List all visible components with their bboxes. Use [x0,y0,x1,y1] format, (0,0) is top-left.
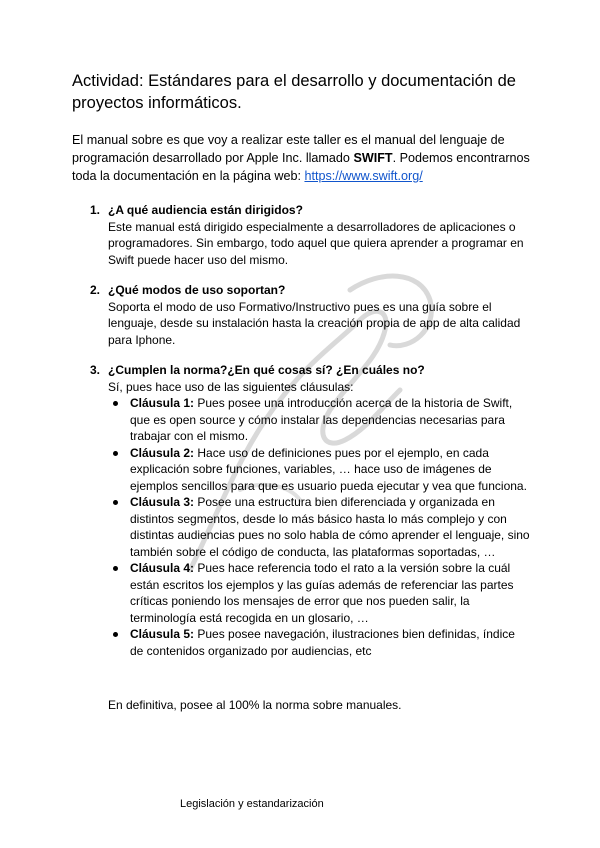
clause-text: Pues posee navegación, ilustraciones bien definidas, índice de contenidos organizado por audiencias, etc [130,627,515,658]
question-heading: ¿Cumplen la norma?¿En qué cosas sí? ¿En cuáles no? [108,363,425,377]
page-footer: Legislación y estandarización [180,798,324,810]
question-number: 2. [90,283,101,297]
question-answer: Soporta el modo de uso Formativo/Instructivo pues es una guía sobre el lenguaje, desde su instalación hasta la creación propia de app de alta calidad para Iphone. [108,299,521,347]
intro-bold-swift: SWIFT [353,151,393,165]
clause-text: Hace uso de definiciones pues por el ejemplo, en cada explicación sobre funciones, variables, … hace uso de imágenes de ejemplos sencillos para que es usuario pueda ejecutar y vea que funciona. [130,445,527,493]
bullet-icon [113,500,118,505]
clause-text: Posee una estructura bien diferenciada y organizada en distintos segmentos, desde lo más básico hasta lo más complejo y con distintas audiencias pues no solo habla de cómo aprender el lenguaje, sino también sobre el código de conducta, las plataformas soportadas, … [130,495,530,559]
question-heading: ¿Qué modos de uso soportan? [108,283,286,297]
list-item [90,560,530,626]
bullet-icon [113,632,118,637]
clause-label: Cláusula 1: [130,396,195,410]
intro-text-2: . Podemos encontrarnos toda la documentación en la página web: [72,151,530,183]
question-number: 1. [90,203,101,217]
bullet-icon [113,451,118,456]
question-number: 3. [90,363,101,377]
list-item [90,626,530,659]
list-item [90,445,530,495]
intro-text-1: El manual sobre es que voy a realizar este taller es el manual del lenguaje de programación desarrollado por Apple Inc. llamado [72,133,505,165]
clause-label: Cláusula 5: [130,627,195,641]
clause-label: Cláusula 4: [130,561,195,575]
clause-label: Cláusula 3: [130,495,195,509]
question-heading: ¿A qué audiencia están dirigidos? [108,203,303,217]
swift-link[interactable]: https://www.swift.org/ [304,169,423,183]
list-item [90,494,530,560]
page-title: Actividad: Estándares para el desarrollo y documentación de proyectos informáticos. [72,72,516,112]
bullet-icon [113,566,118,571]
question-1 [90,202,530,268]
list-item [90,395,530,445]
clause-label: Cláusula 2: [130,445,195,460]
clause-list [90,395,530,659]
clause-text: Pues posee una introducción acerca de la historia de Swift, que es open source y cómo instalar las dependencias necesarias para trabajar con el mismo. [130,396,513,443]
question-3 [90,362,530,659]
question-2 [90,282,530,348]
bullet-icon [113,401,118,406]
intro-paragraph [72,131,532,185]
question-answer: Este manual está dirigido especialmente a desarrolladores de aplicaciones o programadores. Sin embargo, todo aquel que quiera aprender a programar en Swift puede hacer uso del mismo. [108,219,524,267]
closing-paragraph: En definitiva, posee al 100% la norma sobre manuales. [108,698,402,712]
question-answer: Sí, pues hace uso de las siguientes cláusulas: [108,379,354,394]
clause-text: Pues hace referencia todo el rato a la versión sobre la cuál están escritos los ejemplos y las guías además de referenciar las partes críticas poniendo los mensajes de error que nos pueden salir, la terminología está recogida en un glosario, … [130,561,514,625]
